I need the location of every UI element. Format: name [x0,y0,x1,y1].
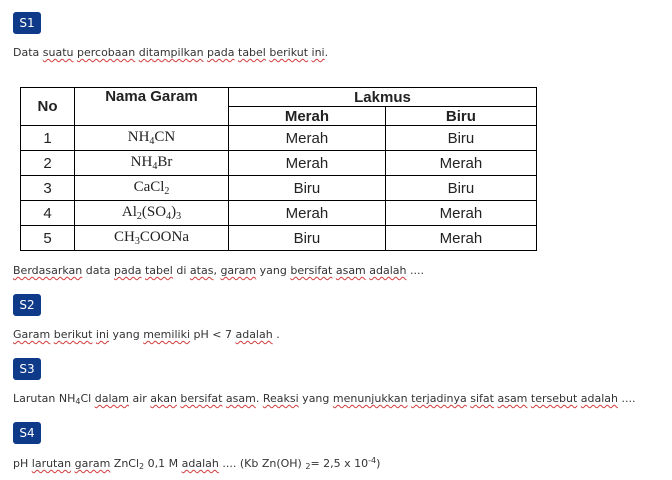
text-fragment: terjadinya [411,392,467,405]
cell-formula [75,151,229,176]
s4-p7: ) [376,457,381,470]
text-fragment: Data [13,46,43,59]
cell-formula [75,176,229,201]
text-fragment: . [324,46,329,59]
formula-part: 2 [136,211,142,222]
text-fragment: ditampilkan [138,46,204,59]
s3-pre: Larutan NH [13,392,76,405]
header-biru: Biru [385,107,536,126]
text-fragment: yang [109,328,144,341]
text-fragment: Reaksi [262,392,299,405]
cell-biru: Biru [385,126,536,151]
section-badge-s4: S4 [13,422,41,444]
cell-merah: Merah [229,201,386,226]
cell-no: 1 [21,126,75,151]
text-fragment: data [82,264,115,277]
text-fragment: suatu [42,46,74,59]
cell-no: 4 [21,201,75,226]
formula-part: Al [121,204,137,220]
text-fragment: percobaan [77,46,136,59]
formula-part: COONa [139,229,189,245]
s4-p1: pH [13,457,32,470]
text-fragment: pada [114,264,142,277]
text-fragment: asam [225,392,256,405]
s4-w3: adalah [181,457,219,470]
text-fragment: bersifat [180,392,223,405]
section-badge-s1: S1 [13,12,41,34]
text-fragment: tabel [144,264,173,277]
text-fragment: pada [207,46,235,59]
formula-part: 3 [176,211,182,222]
formula-part: 4 [166,211,172,222]
text-fragment: dalam [94,392,129,405]
s4-p5: .... (Kb Zn(OH) [218,457,306,470]
s4-sub2: 2 [305,462,311,471]
cell-no: 2 [21,151,75,176]
text-fragment: sifat [470,392,494,405]
formula-part: ) [171,204,177,220]
s4-p4: 0,1 M [144,457,182,470]
text-fragment: Cl [80,392,95,405]
formula-part: Br [157,154,173,170]
text-fragment: atas [189,264,214,277]
text-fragment: adalah [580,392,619,405]
section-badge-s2: S2 [13,294,41,316]
header-no: No [21,88,75,126]
table-row [21,126,537,151]
text-fragment: , [213,264,221,277]
text-fragment: akan [150,392,177,405]
text-fragment: ini [311,46,325,59]
text-fragment: bersifat [290,264,333,277]
formula-part: NH [127,129,150,145]
text-fragment: air [128,392,151,405]
formula-part: CN [154,129,176,145]
text-fragment: berikut [53,328,93,341]
text-fragment: yang [256,264,291,277]
cell-formula [75,226,229,251]
s4-w1: larutan [31,457,72,470]
cell-merah: Merah [229,126,386,151]
table-row [21,226,537,251]
s3-sub: 4 [75,397,81,406]
cell-formula [75,201,229,226]
text-fragment: asam [335,264,366,277]
formula-part: 4 [152,161,158,172]
formula-part: NH [130,154,153,170]
formula-part: (SO [141,204,167,220]
text-fragment: .... [406,264,424,277]
s1-question-text [13,264,424,277]
text-fragment: yang [298,392,333,405]
formula-part: 2 [164,186,170,197]
s1-intro-text [13,46,328,59]
cell-merah: Biru [229,176,386,201]
text-fragment: .... [618,392,636,405]
table-row [21,176,537,201]
table-row [21,151,537,176]
text-fragment: pH < 7 [190,328,236,341]
s4-question-text [13,456,380,471]
s4-sup: -4 [368,456,377,465]
s3-post [80,392,635,405]
cell-formula [75,126,229,151]
text-fragment: tersebut [530,392,578,405]
text-fragment: adalah [235,328,273,341]
s3-question-text [13,392,636,406]
text-fragment: . [272,328,280,341]
experiment-table [20,87,537,251]
header-nama-garam: Nama Garam [75,88,229,126]
text-fragment: garam [220,264,257,277]
s4-p3: ZnCl [110,457,140,470]
text-fragment: asam [497,392,528,405]
cell-biru: Merah [385,201,536,226]
text-fragment: ini [95,328,109,341]
text-fragment: Garam [13,328,51,341]
section-badge-s3: S3 [13,358,41,380]
text-fragment: memiliki [143,328,190,341]
text-fragment: Berdasarkan [13,264,83,277]
cell-biru: Merah [385,226,536,251]
formula-part: 4 [149,136,155,147]
s4-p6: = 2,5 x 10 [310,457,369,470]
formula-part: 3 [134,236,140,247]
s4-w2: garam [74,457,111,470]
cell-biru: Biru [385,176,536,201]
formula-part: CH [113,229,135,245]
s4-sub1: 2 [139,462,145,471]
text-fragment: menunjukkan [332,392,408,405]
header-merah: Merah [229,107,386,126]
s2-question-text [13,328,280,341]
cell-merah: Merah [229,151,386,176]
cell-biru: Merah [385,151,536,176]
text-fragment: di [172,264,190,277]
text-fragment: berikut [269,46,309,59]
formula-part: CaCl [133,179,165,195]
cell-no: 3 [21,176,75,201]
text-fragment: tabel [238,46,266,59]
cell-merah: Biru [229,226,386,251]
table-row [21,201,537,226]
text-fragment: adalah [369,264,407,277]
text-fragment: . [255,392,263,405]
header-lakmus: Lakmus [229,88,537,107]
cell-no: 5 [21,226,75,251]
